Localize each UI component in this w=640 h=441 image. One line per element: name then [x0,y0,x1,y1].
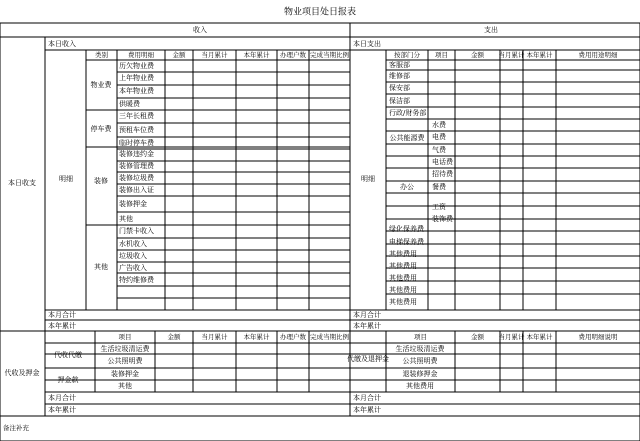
expense-other-item: 其他费用 [389,262,417,270]
income-item-label: 水机收入 [119,240,147,248]
income-item-label: 装修违约金 [119,150,154,158]
income-item-label: 历欠物业费 [119,62,154,70]
income-column-header: 完成当期比例 [310,51,349,59]
refund-month-total-label: 本月合计 [353,394,381,402]
refund-item: 退装修押金 [402,370,438,378]
office-item: 招待费 [432,170,453,178]
collection-column-header: 项目 [118,333,132,341]
expense-month-total-label: 本月合计 [353,311,381,319]
refund-column-header: 费用明细说明 [578,333,618,341]
income-item-label: 预租车位费 [119,126,154,134]
office-item: 电话费 [432,158,453,166]
income-item-label: 其他 [119,215,133,223]
collection-item: 其他 [118,382,132,390]
public-energy-label: 公共能源费 [389,134,425,142]
today-income-label: 本日收入 [48,40,76,48]
income-column-header: 当月累计 [201,51,228,59]
income-column-header: 类别 [95,51,108,59]
collection-group-label: 押金款 [57,376,79,384]
income-item-label: 装修出入证 [119,186,154,194]
income-item-label: 广告收入 [119,264,147,272]
income-column-header: 金额 [172,51,186,59]
office-item: 装饰费 [432,215,453,223]
collection-column-header: 办理户数 [280,333,306,341]
income-category-name: 停车费 [90,125,112,133]
income-item-label: 门禁卡收入 [119,227,154,235]
expense-other-item: 其他费用 [389,298,417,306]
income-column-header: 办理户数 [280,51,306,59]
refund-item: 公共照明费 [402,357,438,365]
expense-column-header: 项目 [435,51,448,59]
income-item-label: 三年长租费 [119,112,154,120]
expense-other-item: 其他费用 [389,274,417,282]
collection-group-label: 代收代缴 [54,351,82,359]
collection-month-total-label: 本月合计 [48,394,76,402]
office-label: 办公 [400,183,414,191]
expense-department-label: 维修部 [389,72,410,80]
expense-other-item: 绿化保养费 [389,225,424,233]
expense-column-header: 按部门分 [394,51,420,59]
expense-department-label: 行政/财务部 [389,109,427,117]
income-year-total-label: 本年累计 [48,322,76,330]
income-item-label: 本年物业费 [119,87,154,95]
expense-other-item: 电梯保养费 [389,238,424,246]
income-item-label: 临时停车费 [119,139,154,147]
collection-item: 装修押金 [111,370,139,378]
refund-column-header: 本年累计 [526,333,553,341]
refund-column-header: 项目 [414,333,427,341]
public-energy-item: 气费 [432,146,446,154]
refund-year-total-label: 本年累计 [353,406,381,414]
collection-column-header: 完成当期比例 [310,333,349,341]
collection-column-header: 当月累计 [201,333,228,341]
expense-department-label: 保洁部 [389,97,410,105]
expense-column-header: 本年累计 [526,51,553,59]
refund-column-header: 当月累计 [498,333,525,341]
collection-year-total-label: 本年累计 [48,406,76,414]
income-item-label: 装修管理费 [119,162,154,170]
office-item: 工资 [432,203,446,211]
income-month-total-label: 本月合计 [48,311,76,319]
collection-item: 公共照明费 [107,357,143,365]
report-title: 物业项目处日报表 [283,7,357,18]
expense-header: 支出 [484,26,498,34]
income-category-name: 其他 [94,263,108,271]
income-header: 收入 [193,26,207,34]
income-detail-label: 明细 [59,175,73,183]
income-item-label: 供暖费 [119,100,140,108]
collection-section-label: 代收及押金 [4,369,40,377]
income-column-header: 本年累计 [243,51,270,59]
collection-column-header: 金额 [167,333,181,341]
expense-year-total-label: 本年累计 [353,322,381,330]
income-category-name: 物业费 [90,81,112,89]
office-item: 餐费 [432,183,446,191]
income-item-label: 特约维修费 [119,276,154,284]
expense-other-item: 其他费用 [389,286,417,294]
expense-column-header: 费用用途明细 [578,51,618,59]
refund-item: 其他费用 [406,382,434,390]
expense-department-label: 保安部 [389,84,410,92]
refund-item: 生活垃圾清运费 [395,345,445,353]
refund-section-label: 代缴及退押金 [347,355,389,363]
collection-item: 生活垃圾清运费 [100,345,150,353]
expense-column-header: 当月累计 [498,51,525,59]
expense-other-item: 其他费用 [389,250,417,258]
today-expense-label: 本日支出 [353,40,381,48]
collection-column-header: 本年累计 [243,333,270,341]
daily-income-expense-label: 本日收支 [8,179,36,187]
income-item-label: 装修押金 [119,200,147,208]
expense-detail-label: 明细 [361,175,375,183]
income-category-name: 装修 [94,177,108,185]
income-column-header: 费用明细 [128,51,154,59]
refund-column-header: 金额 [471,333,484,341]
remarks-label: 备注补充 [3,424,29,432]
public-energy-item: 电费 [432,133,446,141]
income-item-label: 装修垃圾费 [119,174,154,182]
expense-department-label: 客服部 [389,61,410,69]
public-energy-item: 水费 [432,121,446,129]
income-item-label: 垃圾收入 [119,252,147,260]
expense-column-header: 金额 [471,51,484,59]
income-item-label: 上年物业费 [119,74,154,82]
